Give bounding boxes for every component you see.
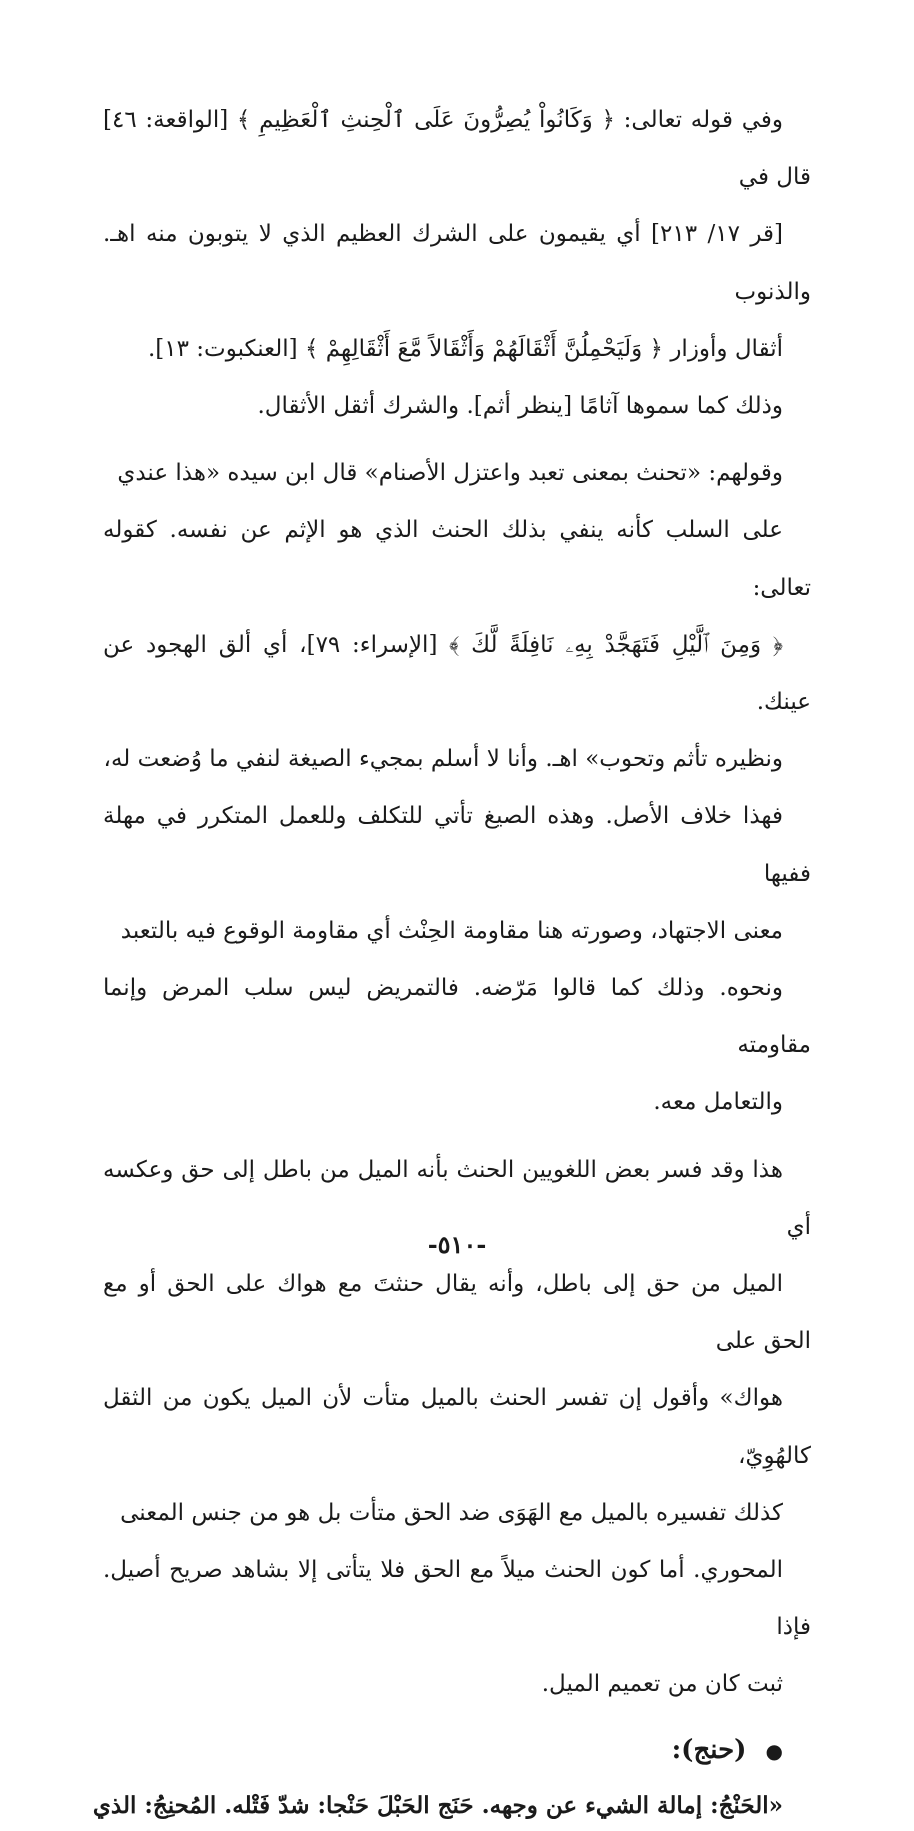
page-body — [92, 92, 811, 1831]
bullet-icon: ● — [765, 1738, 783, 1763]
text-line: وفي قوله تعالى: ﴿ وَكَانُواْ يُصِرُّونَ عَلَى ٱلْحِنثِ ٱلْعَظِيمِ ﴾ [الواقعة: ٤٦] قال في — [103, 107, 811, 191]
text-line: على السلب كأنه ينفي بذلك الحنث الذي هو الإثم عن نفسه. كقوله تعالى: — [103, 517, 811, 601]
page-number: -٥١٠- — [427, 1230, 487, 1259]
text-line: هواك» وأقول إن تفسر الحنث بالميل متأت لأن الميل يكون من الثقل كالهُوِيّ، — [103, 1385, 811, 1469]
text-line: المحوري. أما كون الحنث ميلاً مع الحق فلا يتأتى إلا بشاهد صريح أصيل. فإذا — [103, 1557, 811, 1641]
text-line: والتعامل معه. — [653, 1089, 783, 1116]
paragraph-gap — [103, 435, 811, 445]
text-line: وقولهم: «تحنث بمعنى تعبد واعتزل الأصنام» قال ابن سيده «هذا عندي — [117, 460, 783, 487]
text-line: [قر ١٧/ ٢١٣] أي يقيمون على الشرك العظيم الذي لا يتوبون منه اهـ. والذنوب — [103, 221, 811, 305]
text-line: وذلك كما سموها آثامًا [ينظر أثم]. والشرك أثقل الأثقال. — [257, 393, 783, 420]
text-line: ونحوه. وذلك كما قالوا مَرّضه. فالتمريض ليس سلب المرض وإنما مقاومته — [103, 975, 811, 1059]
text-line: ثبت كان من تعميم الميل. — [541, 1671, 783, 1698]
text-line: ونظيره تأثم وتحوب» اهـ. وأنا لا أسلم بمجيء الصيغة لنفي ما وُضعت له، — [103, 746, 783, 773]
paragraph-gap — [103, 1132, 811, 1142]
text-line: هذا وقد فسر بعض اللغويين الحنث بأنه الميل من باطل إلى حق وعكسه أي — [103, 1156, 811, 1240]
text-line: فهذا خلاف الأصل. وهذه الصيغ تأتي للتكلف وللعمل المتكرر في مهلة ففيها — [103, 803, 811, 887]
dictionary-entry: «الحَنْجُ: إمالة الشيء عن وجهه. حَنَج الحَبْلَ حَنْجا: شدّ فَتْله. المُحنِجُ: الذي — [92, 1791, 783, 1819]
section-heading-text: (حنج): — [671, 1734, 747, 1765]
paragraph — [103, 1142, 811, 1714]
text-line: أثقال وأوزار ﴿ وَلَيَحْمِلُنَّ أَثْقَالَهُمْ وَأَثْقَالاً مَّعَ أَثْقَالِهِمْ ﴾ [العنكبوت: ١٣]. — [147, 335, 783, 362]
paragraph — [103, 445, 811, 1131]
text-line: كذلك تفسيره بالميل مع الهَوَى ضد الحق متأت بل هو من جنس المعنى — [120, 1499, 783, 1526]
section-heading — [103, 1724, 783, 1777]
text-line: معنى الاجتهاد، وصورته هنا مقاومة الحِنْث أي مقاومة الوقوع فيه بالتعبد — [120, 917, 783, 944]
text-line: الميل من حق إلى باطل، وأنه يقال حنثتَ مع هواك على الحق أو مع الحق على — [103, 1271, 811, 1355]
text-line: ﴿ وَمِنَ ٱلَّيْلِ فَتَهَجَّدْ بِهِۦ نَافِلَةً لَّكَ ﴾ [الإسراء: ٧٩]، أي ألق الهجود عن عينك. — [103, 631, 811, 716]
paragraph — [103, 92, 811, 435]
